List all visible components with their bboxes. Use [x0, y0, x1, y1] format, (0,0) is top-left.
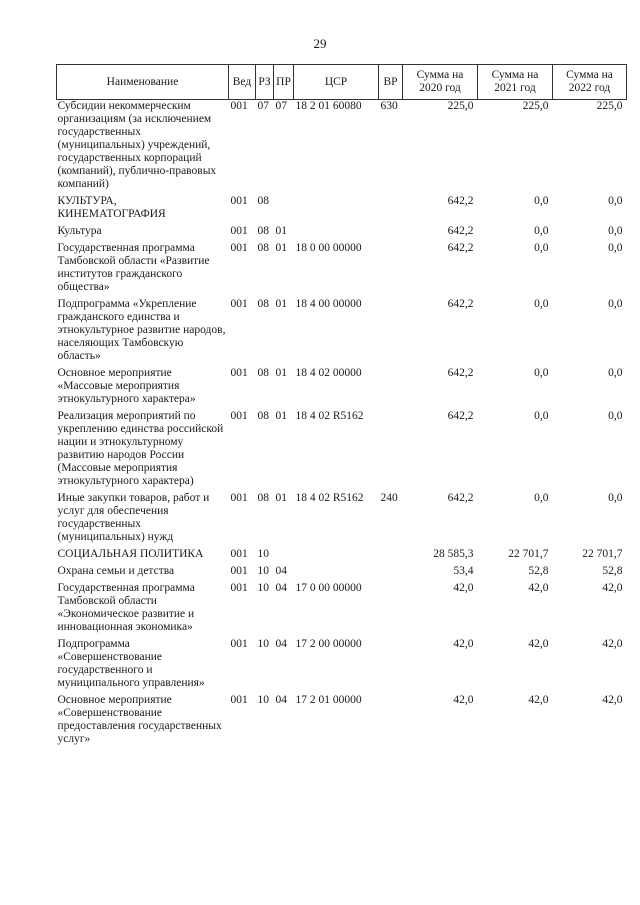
cell-name: КУЛЬТУРА, КИНЕМАТОГРАФИЯ	[57, 195, 166, 220]
cell-pr: 01	[275, 225, 287, 237]
cell-csr: 17 0 00 00000	[295, 582, 362, 594]
table-header-row	[57, 65, 627, 100]
cell-vr	[379, 238, 403, 294]
cell-csr	[294, 561, 379, 578]
cell-rz: 10	[257, 638, 269, 650]
cell-pr: 01	[275, 492, 287, 504]
header-name: Наименование	[57, 65, 229, 100]
cell-pr: 04	[275, 582, 287, 594]
cell-ved: 001	[230, 367, 248, 379]
table-row	[57, 690, 627, 746]
cell-rz: 10	[257, 565, 269, 577]
budget-table	[56, 64, 627, 746]
cell-csr	[294, 221, 379, 238]
cell-sum-2021: 0,0	[534, 492, 549, 504]
cell-vr: 240	[380, 492, 398, 504]
cell-rz: 10	[257, 694, 269, 706]
cell-name: Иные закупки товаров, работ и услуг для обеспечения государственных (муниципальных) нужд	[57, 492, 210, 543]
cell-sum-2021: 0,0	[534, 195, 549, 207]
cell-sum-2022: 0,0	[608, 410, 623, 422]
cell-sum-2020: 642,2	[447, 492, 474, 504]
cell-pr	[274, 544, 294, 561]
cell-ved: 001	[230, 298, 248, 310]
cell-csr: 18 4 02 R5162	[295, 492, 364, 504]
cell-sum-2022: 42,0	[602, 638, 623, 650]
cell-name: Подпрограмма «Совершенствование государственного и муниципального управления»	[57, 638, 205, 689]
cell-pr: 01	[275, 298, 287, 310]
header-pr: ПР	[274, 65, 294, 100]
cell-pr: 01	[275, 367, 287, 379]
cell-sum-2021: 22 701,7	[508, 548, 549, 560]
cell-name: Государственная программа Тамбовской области «Экономическое развитие и инновационная экономика»	[57, 582, 195, 633]
header-ved: Вед	[229, 65, 256, 100]
cell-sum-2020: 642,2	[447, 410, 474, 422]
cell-sum-2020: 642,2	[447, 367, 474, 379]
cell-csr: 18 4 00 00000	[295, 298, 362, 310]
cell-sum-2021: 0,0	[534, 298, 549, 310]
cell-sum-2020: 42,0	[453, 582, 474, 594]
cell-name: Реализация мероприятий по укреплению единства российской нации и этнокультурному развитию народов России (Массовые мероприятия этнокультурного характера)	[57, 410, 224, 487]
cell-sum-2022: 22 701,7	[582, 548, 623, 560]
cell-pr: 04	[275, 638, 287, 650]
cell-sum-2020: 42,0	[453, 694, 474, 706]
cell-vr	[379, 690, 403, 746]
cell-vr	[379, 221, 403, 238]
cell-rz: 08	[257, 195, 269, 207]
cell-pr: 04	[275, 694, 287, 706]
cell-name: СОЦИАЛЬНАЯ ПОЛИТИКА	[57, 548, 204, 560]
cell-ved: 001	[230, 582, 248, 594]
page-number: 29	[313, 36, 327, 51]
cell-vr	[379, 191, 403, 221]
cell-ved: 001	[230, 410, 248, 422]
cell-ved: 001	[230, 548, 248, 560]
cell-sum-2020: 642,2	[447, 298, 474, 310]
table-row	[57, 294, 627, 363]
cell-sum-2020: 642,2	[447, 242, 474, 254]
header-sum-2021: Сумма на 2021 год	[478, 65, 553, 100]
cell-ved: 001	[230, 242, 248, 254]
cell-pr: 07	[275, 100, 287, 112]
cell-vr	[379, 544, 403, 561]
cell-sum-2021: 0,0	[534, 367, 549, 379]
cell-csr: 18 0 00 00000	[295, 242, 362, 254]
table-row	[57, 363, 627, 406]
cell-name: Субсидии некоммерческим организациям (за исключением государственных (муниципальных) учреждений, государственных корпораций (компаний), публично-правовых компаний)	[57, 100, 217, 190]
cell-rz: 10	[257, 548, 269, 560]
cell-sum-2021: 0,0	[534, 410, 549, 422]
cell-vr	[379, 634, 403, 690]
cell-sum-2022: 42,0	[602, 694, 623, 706]
cell-sum-2022: 0,0	[608, 195, 623, 207]
table-row	[57, 406, 627, 488]
cell-csr: 18 4 02 00000	[295, 367, 362, 379]
cell-csr: 17 2 00 00000	[295, 638, 362, 650]
cell-csr: 18 4 02 R5162	[295, 410, 364, 422]
cell-ved: 001	[230, 492, 248, 504]
cell-sum-2021: 0,0	[534, 242, 549, 254]
cell-sum-2020: 642,2	[447, 225, 474, 237]
cell-sum-2022: 0,0	[608, 367, 623, 379]
cell-sum-2021: 42,0	[528, 582, 549, 594]
header-sum-2022: Сумма на 2022 год	[553, 65, 627, 100]
cell-sum-2020: 225,0	[447, 100, 474, 112]
cell-csr: 18 2 01 60080	[295, 100, 362, 112]
cell-rz: 10	[257, 582, 269, 594]
table-row	[57, 488, 627, 544]
cell-sum-2022: 0,0	[608, 298, 623, 310]
cell-ved: 001	[230, 694, 248, 706]
cell-sum-2022: 225,0	[596, 100, 623, 112]
table-row	[57, 221, 627, 238]
cell-sum-2021: 52,8	[528, 565, 549, 577]
cell-csr: 17 2 01 00000	[295, 694, 362, 706]
cell-csr	[294, 544, 379, 561]
table-row	[57, 544, 627, 561]
cell-rz: 08	[257, 492, 269, 504]
cell-name: Основное мероприятие «Массовые мероприятия этнокультурного характера»	[57, 367, 196, 405]
cell-ved: 001	[230, 100, 248, 112]
header-vr: ВР	[379, 65, 403, 100]
cell-name: Подпрограмма «Укрепление гражданского единства и этнокультурное развитие народов, населяющих Тамбовскую область»	[57, 298, 226, 362]
cell-name: Государственная программа Тамбовской области «Развитие институтов гражданского общества»	[57, 242, 210, 293]
cell-pr: 04	[275, 565, 287, 577]
cell-pr: 01	[275, 410, 287, 422]
cell-sum-2020: 642,2	[447, 195, 474, 207]
cell-name: Основное мероприятие «Совершенствование предоставления государственных услуг»	[57, 694, 222, 745]
cell-vr	[379, 406, 403, 488]
cell-pr: 01	[275, 242, 287, 254]
cell-csr	[294, 191, 379, 221]
cell-sum-2020: 42,0	[453, 638, 474, 650]
cell-rz: 08	[257, 242, 269, 254]
cell-vr	[379, 363, 403, 406]
cell-rz: 08	[257, 225, 269, 237]
cell-rz: 08	[257, 298, 269, 310]
cell-name: Культура	[57, 225, 102, 237]
cell-sum-2022: 52,8	[602, 565, 623, 577]
cell-ved: 001	[230, 565, 248, 577]
table-row	[57, 238, 627, 294]
cell-rz: 08	[257, 367, 269, 379]
cell-ved: 001	[230, 225, 248, 237]
cell-sum-2020: 28 585,3	[433, 548, 474, 560]
cell-sum-2021: 0,0	[534, 225, 549, 237]
header-csr: ЦСР	[294, 65, 379, 100]
cell-vr	[379, 561, 403, 578]
cell-sum-2022: 0,0	[608, 492, 623, 504]
header-sum-2020: Сумма на 2020 год	[403, 65, 478, 100]
table-body	[57, 100, 627, 747]
cell-rz: 08	[257, 410, 269, 422]
table-row	[57, 634, 627, 690]
cell-sum-2021: 42,0	[528, 694, 549, 706]
cell-ved: 001	[230, 638, 248, 650]
table-row	[57, 100, 627, 192]
cell-vr	[379, 578, 403, 634]
cell-sum-2020: 53,4	[453, 565, 474, 577]
budget-table-container	[56, 64, 626, 746]
cell-sum-2022: 42,0	[602, 582, 623, 594]
cell-sum-2021: 225,0	[522, 100, 549, 112]
cell-name: Охрана семьи и детства	[57, 565, 175, 577]
cell-ved: 001	[230, 195, 248, 207]
cell-sum-2022: 0,0	[608, 225, 623, 237]
cell-sum-2021: 42,0	[528, 638, 549, 650]
cell-sum-2022: 0,0	[608, 242, 623, 254]
table-row	[57, 191, 627, 221]
header-rz: РЗ	[256, 65, 274, 100]
cell-vr	[379, 294, 403, 363]
cell-pr	[274, 191, 294, 221]
table-row	[57, 578, 627, 634]
table-row	[57, 561, 627, 578]
cell-rz: 07	[257, 100, 269, 112]
cell-vr: 630	[380, 100, 398, 112]
